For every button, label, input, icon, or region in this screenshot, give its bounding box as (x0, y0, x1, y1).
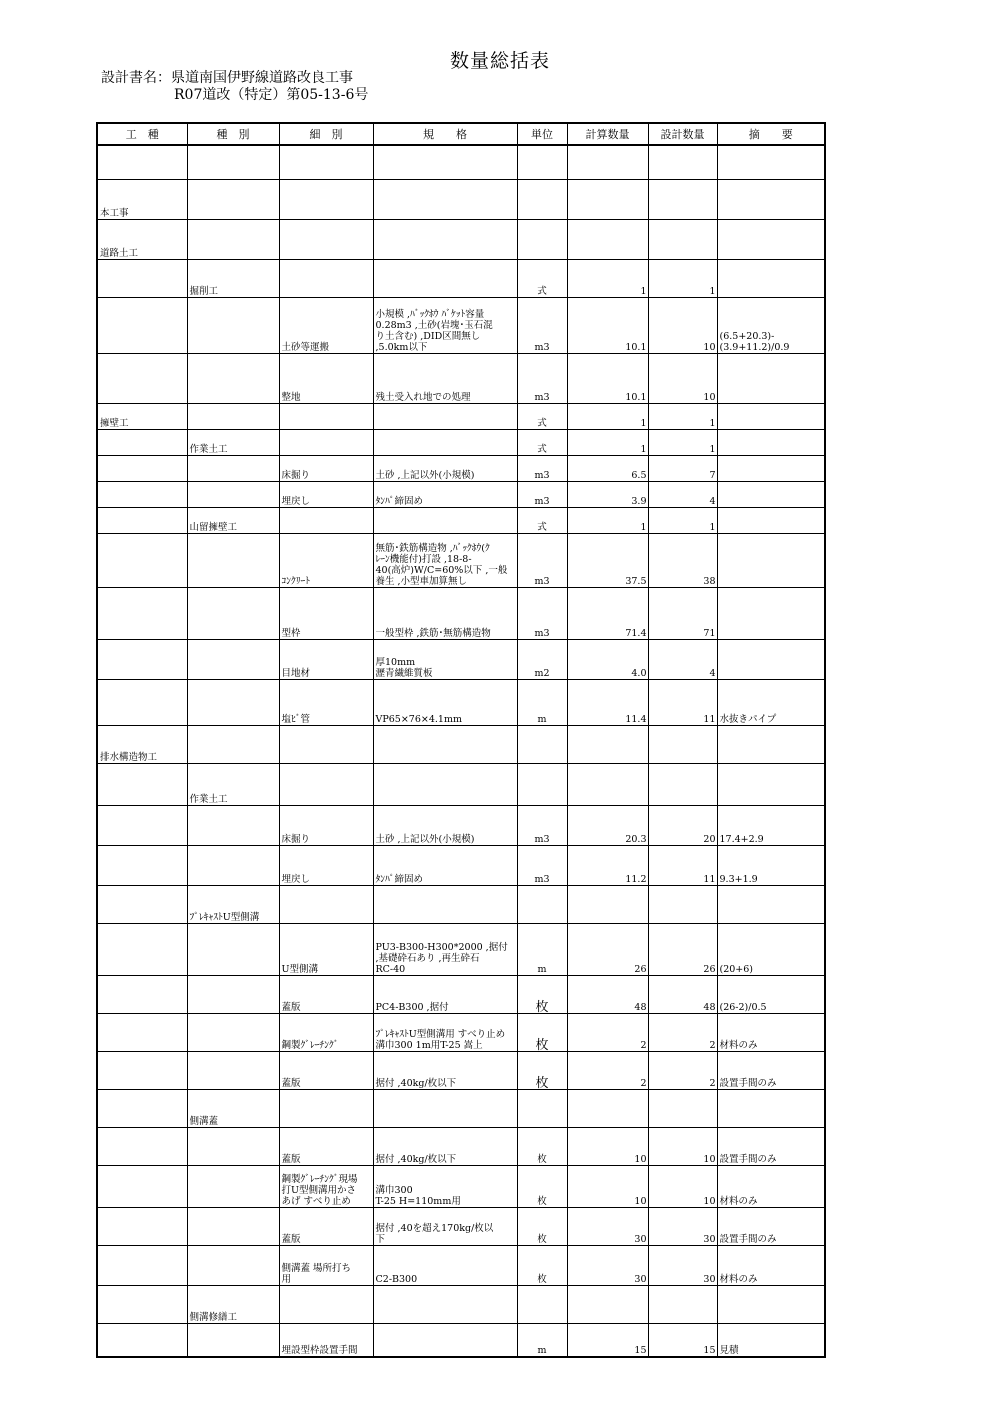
specification-cell (373, 259, 517, 297)
table-row (97, 455, 825, 481)
calc-qty-cell: 20.3 (567, 805, 648, 845)
calc-qty-cell (567, 179, 648, 219)
subcategory-cell: 埋設型枠設置手間 (279, 1323, 373, 1357)
table-row (97, 845, 825, 885)
table-row (97, 1089, 825, 1127)
calc-qty-cell (567, 763, 648, 805)
table-row (97, 481, 825, 507)
table-row (97, 587, 825, 639)
table-row (97, 885, 825, 923)
category-cell: 側溝蓋 (187, 1089, 279, 1127)
work-type-cell (97, 1127, 187, 1165)
subcategory-cell: 床掘り (279, 455, 373, 481)
design-qty-cell: 26 (648, 923, 717, 975)
work-type-cell (97, 145, 187, 179)
subcategory-cell (279, 507, 373, 533)
work-type-cell (97, 639, 187, 679)
design-qty-cell: 71 (648, 587, 717, 639)
unit-cell: m2 (517, 639, 567, 679)
remarks-cell: 設置手間のみ (717, 1051, 825, 1089)
unit-cell: m3 (517, 481, 567, 507)
remarks-cell (717, 429, 825, 455)
design-qty-cell (648, 725, 717, 763)
remarks-cell: (20+6) (717, 923, 825, 975)
category-cell (187, 145, 279, 179)
work-type-cell (97, 1051, 187, 1089)
category-cell (187, 1165, 279, 1207)
specification-cell: 土砂 ,上記以外(小規模) (373, 455, 517, 481)
remarks-cell (717, 763, 825, 805)
subcategory-cell: 蓋版 (279, 1127, 373, 1165)
design-qty-cell: 10 (648, 353, 717, 403)
unit-cell: 枚 (517, 1245, 567, 1285)
table-row (97, 725, 825, 763)
header-category: 種 別 (187, 123, 279, 145)
unit-cell (517, 1285, 567, 1323)
table-row (97, 297, 825, 353)
calc-qty-cell: 37.5 (567, 533, 648, 587)
page-title: 数量総括表 (449, 50, 550, 72)
calc-qty-cell: 1 (567, 429, 648, 455)
remarks-cell: (6.5+20.3)- (3.9+11.2)/0.9 (717, 297, 825, 353)
unit-cell: 式 (517, 403, 567, 429)
subcategory-cell (279, 259, 373, 297)
specification-cell (373, 763, 517, 805)
specification-cell (373, 1323, 517, 1357)
subcategory-cell: ｺﾝｸﾘｰﾄ (279, 533, 373, 587)
work-type-cell: 本工事 (97, 179, 187, 219)
design-qty-cell: 30 (648, 1245, 717, 1285)
specification-cell (373, 179, 517, 219)
calc-qty-cell: 1 (567, 403, 648, 429)
design-qty-cell: 15 (648, 1323, 717, 1357)
table-row (97, 403, 825, 429)
calc-qty-cell: 11.4 (567, 679, 648, 725)
remarks-cell: 見積 (717, 1323, 825, 1357)
category-cell (187, 923, 279, 975)
design-qty-cell (648, 145, 717, 179)
category-cell (187, 975, 279, 1013)
specification-cell: 厚10mm 瀝青繊維質板 (373, 639, 517, 679)
category-cell (187, 639, 279, 679)
subcategory-cell: 目地材 (279, 639, 373, 679)
header-subcategory: 細 別 (279, 123, 373, 145)
remarks-cell (717, 145, 825, 179)
work-type-cell (97, 975, 187, 1013)
design-qty-cell: 11 (648, 845, 717, 885)
category-cell (187, 1127, 279, 1165)
unit-cell: 枚 (517, 1013, 567, 1051)
remarks-cell (717, 639, 825, 679)
design-name-line1: 設計書名：県道南国伊野線道路改良工事 (101, 70, 353, 86)
category-cell (187, 533, 279, 587)
design-qty-cell: 2 (648, 1013, 717, 1051)
work-type-cell (97, 353, 187, 403)
remarks-cell (717, 353, 825, 403)
unit-cell: 式 (517, 429, 567, 455)
subcategory-cell: 土砂等運搬 (279, 297, 373, 353)
table-row (97, 923, 825, 975)
work-type-cell: 擁壁工 (97, 403, 187, 429)
calc-qty-cell: 10 (567, 1127, 648, 1165)
category-cell: 側溝修繕工 (187, 1285, 279, 1323)
table-row (97, 179, 825, 219)
unit-cell: m (517, 679, 567, 725)
category-cell (187, 1013, 279, 1051)
remarks-cell (717, 403, 825, 429)
category-cell (187, 1207, 279, 1245)
specification-cell: PC4-B300 ,据付 (373, 975, 517, 1013)
work-type-cell (97, 923, 187, 975)
design-qty-cell: 1 (648, 507, 717, 533)
table-row (97, 1245, 825, 1285)
table-row (97, 1013, 825, 1051)
unit-cell: 枚 (517, 1127, 567, 1165)
category-cell (187, 297, 279, 353)
work-type-cell (97, 259, 187, 297)
calc-qty-cell: 26 (567, 923, 648, 975)
specification-cell: 据付 ,40kg/枚以下 (373, 1127, 517, 1165)
work-type-cell (97, 1165, 187, 1207)
header-calc-qty: 計算数量 (567, 123, 648, 145)
remarks-cell: 材料のみ (717, 1013, 825, 1051)
remarks-cell: 材料のみ (717, 1245, 825, 1285)
subcategory-cell (279, 179, 373, 219)
calc-qty-cell (567, 1285, 648, 1323)
specification-cell: 小規模 ,ﾊﾞｯｸﾎｳ ﾊﾞｹｯﾄ容量 0.28m3 ,土砂(岩塊･玉石混 り土含む) ,DID区間無し ,5.0km以下 (373, 297, 517, 353)
subcategory-cell: 埋戻し (279, 845, 373, 885)
header-specification: 規 格 (373, 123, 517, 145)
subcategory-cell: 蓋版 (279, 975, 373, 1013)
calc-qty-cell: 15 (567, 1323, 648, 1357)
design-qty-cell: 1 (648, 259, 717, 297)
table-row (97, 679, 825, 725)
table-row (97, 533, 825, 587)
unit-cell: m3 (517, 297, 567, 353)
subcategory-cell (279, 1285, 373, 1323)
subcategory-cell: 塩ﾋﾞ管 (279, 679, 373, 725)
remarks-cell (717, 533, 825, 587)
calc-qty-cell: 71.4 (567, 587, 648, 639)
remarks-cell (717, 507, 825, 533)
category-cell (187, 1323, 279, 1357)
calc-qty-cell (567, 725, 648, 763)
design-qty-cell (648, 763, 717, 805)
subcategory-cell: 鋼製ｸﾞﾚｰﾁﾝｸﾞ (279, 1013, 373, 1051)
unit-cell (517, 763, 567, 805)
unit-cell: m3 (517, 455, 567, 481)
subcategory-cell (279, 725, 373, 763)
table-row (97, 507, 825, 533)
table-row (97, 259, 825, 297)
work-type-cell (97, 763, 187, 805)
unit-cell: 式 (517, 507, 567, 533)
specification-cell (373, 1089, 517, 1127)
category-cell (187, 1051, 279, 1089)
unit-cell: m3 (517, 353, 567, 403)
table-row (97, 975, 825, 1013)
subcategory-cell: 蓋版 (279, 1207, 373, 1245)
design-qty-cell: 30 (648, 1207, 717, 1245)
unit-cell (517, 145, 567, 179)
unit-cell (517, 1089, 567, 1127)
remarks-cell: 17.4+2.9 (717, 805, 825, 845)
specification-cell: 無筋･鉄筋構造物 ,ﾊﾞｯｸﾎｳ(ｸ ﾚｰﾝ機能付)打設 ,18-8- 40(高炉)W/C=60%以下 ,一般 養生 ,小型車加算無し (373, 533, 517, 587)
category-cell (187, 455, 279, 481)
category-cell (187, 725, 279, 763)
remarks-cell: (26-2)/0.5 (717, 975, 825, 1013)
remarks-cell (717, 587, 825, 639)
calc-qty-cell: 6.5 (567, 455, 648, 481)
subcategory-cell (279, 403, 373, 429)
subcategory-cell: 型枠 (279, 587, 373, 639)
specification-cell (373, 725, 517, 763)
calc-qty-cell (567, 145, 648, 179)
calc-qty-cell: 1 (567, 259, 648, 297)
work-type-cell (97, 429, 187, 455)
calc-qty-cell (567, 885, 648, 923)
category-cell (187, 845, 279, 885)
design-qty-cell: 1 (648, 403, 717, 429)
header-unit: 単位 (517, 123, 567, 145)
specification-cell (373, 507, 517, 533)
calc-qty-cell (567, 219, 648, 259)
specification-cell: ﾌﾟﾚｷｬｽﾄU型側溝用 すべり止め 溝巾300 1m用T-25 嵩上 (373, 1013, 517, 1051)
specification-cell: VP65×76×4.1mm (373, 679, 517, 725)
remarks-cell (717, 481, 825, 507)
calc-qty-cell: 2 (567, 1051, 648, 1089)
table-row (97, 1207, 825, 1245)
unit-cell: m3 (517, 805, 567, 845)
unit-cell: 枚 (517, 975, 567, 1013)
work-type-cell (97, 1207, 187, 1245)
table-row (97, 429, 825, 455)
calc-qty-cell: 10.1 (567, 353, 648, 403)
design-qty-cell: 38 (648, 533, 717, 587)
calc-qty-cell: 10 (567, 1165, 648, 1207)
subcategory-cell: 鋼製ｸﾞﾚｰﾁﾝｸﾞ現場 打U型側溝用かさ あげ すべり止め (279, 1165, 373, 1207)
design-qty-cell: 10 (648, 1165, 717, 1207)
table-header-row (97, 123, 825, 145)
calc-qty-cell: 3.9 (567, 481, 648, 507)
specification-cell (373, 403, 517, 429)
calc-qty-cell: 48 (567, 975, 648, 1013)
remarks-cell (717, 1089, 825, 1127)
work-type-cell (97, 1323, 187, 1357)
unit-cell: m (517, 923, 567, 975)
category-cell (187, 1245, 279, 1285)
work-type-cell (97, 679, 187, 725)
table-row (97, 805, 825, 845)
work-type-cell (97, 1285, 187, 1323)
category-cell: 作業土工 (187, 429, 279, 455)
remarks-cell: 水抜きパイプ (717, 679, 825, 725)
table-row (97, 1165, 825, 1207)
work-type-cell: 道路土工 (97, 219, 187, 259)
specification-cell: 土砂 ,上記以外(小規模) (373, 805, 517, 845)
category-cell (187, 587, 279, 639)
subcategory-cell (279, 1089, 373, 1127)
work-type-cell (97, 1089, 187, 1127)
specification-cell (373, 145, 517, 179)
subcategory-cell: 埋戻し (279, 481, 373, 507)
remarks-cell: 材料のみ (717, 1165, 825, 1207)
specification-cell (373, 1285, 517, 1323)
design-qty-cell: 11 (648, 679, 717, 725)
subcategory-cell (279, 429, 373, 455)
design-qty-cell: 7 (648, 455, 717, 481)
specification-cell: ﾀﾝﾊﾟ締固め (373, 845, 517, 885)
remarks-cell (717, 725, 825, 763)
specification-cell: 溝巾300 T-25 H=110mm用 (373, 1165, 517, 1207)
remarks-cell: 設置手間のみ (717, 1207, 825, 1245)
specification-cell: C2-B300 (373, 1245, 517, 1285)
unit-cell (517, 885, 567, 923)
unit-cell: 枚 (517, 1051, 567, 1089)
unit-cell (517, 725, 567, 763)
remarks-cell (717, 455, 825, 481)
subcategory-cell (279, 219, 373, 259)
work-type-cell (97, 1013, 187, 1051)
work-type-cell (97, 455, 187, 481)
design-qty-cell: 1 (648, 429, 717, 455)
table-row (97, 1323, 825, 1357)
design-qty-cell (648, 219, 717, 259)
calc-qty-cell: 10.1 (567, 297, 648, 353)
work-type-cell (97, 1245, 187, 1285)
table-row (97, 145, 825, 179)
calc-qty-cell (567, 1089, 648, 1127)
remarks-cell (717, 885, 825, 923)
calc-qty-cell: 30 (567, 1207, 648, 1245)
design-qty-cell (648, 1089, 717, 1127)
design-name-block (101, 70, 368, 104)
subcategory-cell: 側溝蓋 場所打ち 用 (279, 1245, 373, 1285)
category-cell: 山留擁壁工 (187, 507, 279, 533)
category-cell (187, 481, 279, 507)
category-cell (187, 179, 279, 219)
unit-cell (517, 219, 567, 259)
work-type-cell: 排水構造物工 (97, 725, 187, 763)
unit-cell (517, 179, 567, 219)
subcategory-cell (279, 145, 373, 179)
quantity-summary-table (96, 122, 826, 1358)
calc-qty-cell: 4.0 (567, 639, 648, 679)
subcategory-cell (279, 763, 373, 805)
calc-qty-cell: 1 (567, 507, 648, 533)
category-cell (187, 219, 279, 259)
subcategory-cell (279, 885, 373, 923)
subcategory-cell: 蓋版 (279, 1051, 373, 1089)
table-row (97, 219, 825, 259)
design-name-line2: R07道改（特定）第05-13-6号 (174, 87, 369, 103)
unit-cell: 式 (517, 259, 567, 297)
table-row (97, 1285, 825, 1323)
table-row (97, 1127, 825, 1165)
specification-cell (373, 219, 517, 259)
unit-cell: m (517, 1323, 567, 1357)
unit-cell: m3 (517, 845, 567, 885)
design-qty-cell: 4 (648, 639, 717, 679)
subcategory-cell: 整地 (279, 353, 373, 403)
header-design-qty: 設計数量 (648, 123, 717, 145)
specification-cell: PU3-B300-H300*2000 ,据付 ,基礎砕石あり ,再生砕石 RC-40 (373, 923, 517, 975)
remarks-cell (717, 1285, 825, 1323)
specification-cell (373, 429, 517, 455)
remarks-cell (717, 259, 825, 297)
work-type-cell (97, 885, 187, 923)
work-type-cell (97, 587, 187, 639)
remarks-cell: 9.3+1.9 (717, 845, 825, 885)
work-type-cell (97, 297, 187, 353)
unit-cell: 枚 (517, 1165, 567, 1207)
work-type-cell (97, 533, 187, 587)
specification-cell: 据付 ,40を超え170kg/枚以 下 (373, 1207, 517, 1245)
category-cell (187, 805, 279, 845)
design-qty-cell (648, 1285, 717, 1323)
remarks-cell (717, 219, 825, 259)
table-row (97, 353, 825, 403)
specification-cell: ﾀﾝﾊﾟ締固め (373, 481, 517, 507)
table-body (97, 145, 825, 1357)
calc-qty-cell: 11.2 (567, 845, 648, 885)
category-cell (187, 403, 279, 429)
remarks-cell: 設置手間のみ (717, 1127, 825, 1165)
table-row (97, 639, 825, 679)
unit-cell: 枚 (517, 1207, 567, 1245)
design-qty-cell (648, 885, 717, 923)
category-cell: ﾌﾟﾚｷｬｽﾄU型側溝 (187, 885, 279, 923)
calc-qty-cell: 2 (567, 1013, 648, 1051)
remarks-cell (717, 179, 825, 219)
header-work-type: 工 種 (97, 123, 187, 145)
category-cell: 作業土工 (187, 763, 279, 805)
specification-cell: 残土受入れ地での処理 (373, 353, 517, 403)
work-type-cell (97, 481, 187, 507)
design-qty-cell: 48 (648, 975, 717, 1013)
work-type-cell (97, 805, 187, 845)
work-type-cell (97, 507, 187, 533)
unit-cell: m3 (517, 587, 567, 639)
specification-cell: 据付 ,40kg/枚以下 (373, 1051, 517, 1089)
subcategory-cell: U型側溝 (279, 923, 373, 975)
table-row (97, 763, 825, 805)
table-row (97, 1051, 825, 1089)
unit-cell: m3 (517, 533, 567, 587)
subcategory-cell: 床掘り (279, 805, 373, 845)
design-qty-cell: 20 (648, 805, 717, 845)
design-qty-cell: 4 (648, 481, 717, 507)
header-remarks: 摘 要 (717, 123, 825, 145)
design-qty-cell: 10 (648, 297, 717, 353)
category-cell: 掘削工 (187, 259, 279, 297)
design-qty-cell: 10 (648, 1127, 717, 1165)
category-cell (187, 353, 279, 403)
design-qty-cell (648, 179, 717, 219)
category-cell (187, 679, 279, 725)
design-qty-cell: 2 (648, 1051, 717, 1089)
specification-cell (373, 885, 517, 923)
specification-cell: 一般型枠 ,鉄筋･無筋構造物 (373, 587, 517, 639)
calc-qty-cell: 30 (567, 1245, 648, 1285)
work-type-cell (97, 845, 187, 885)
